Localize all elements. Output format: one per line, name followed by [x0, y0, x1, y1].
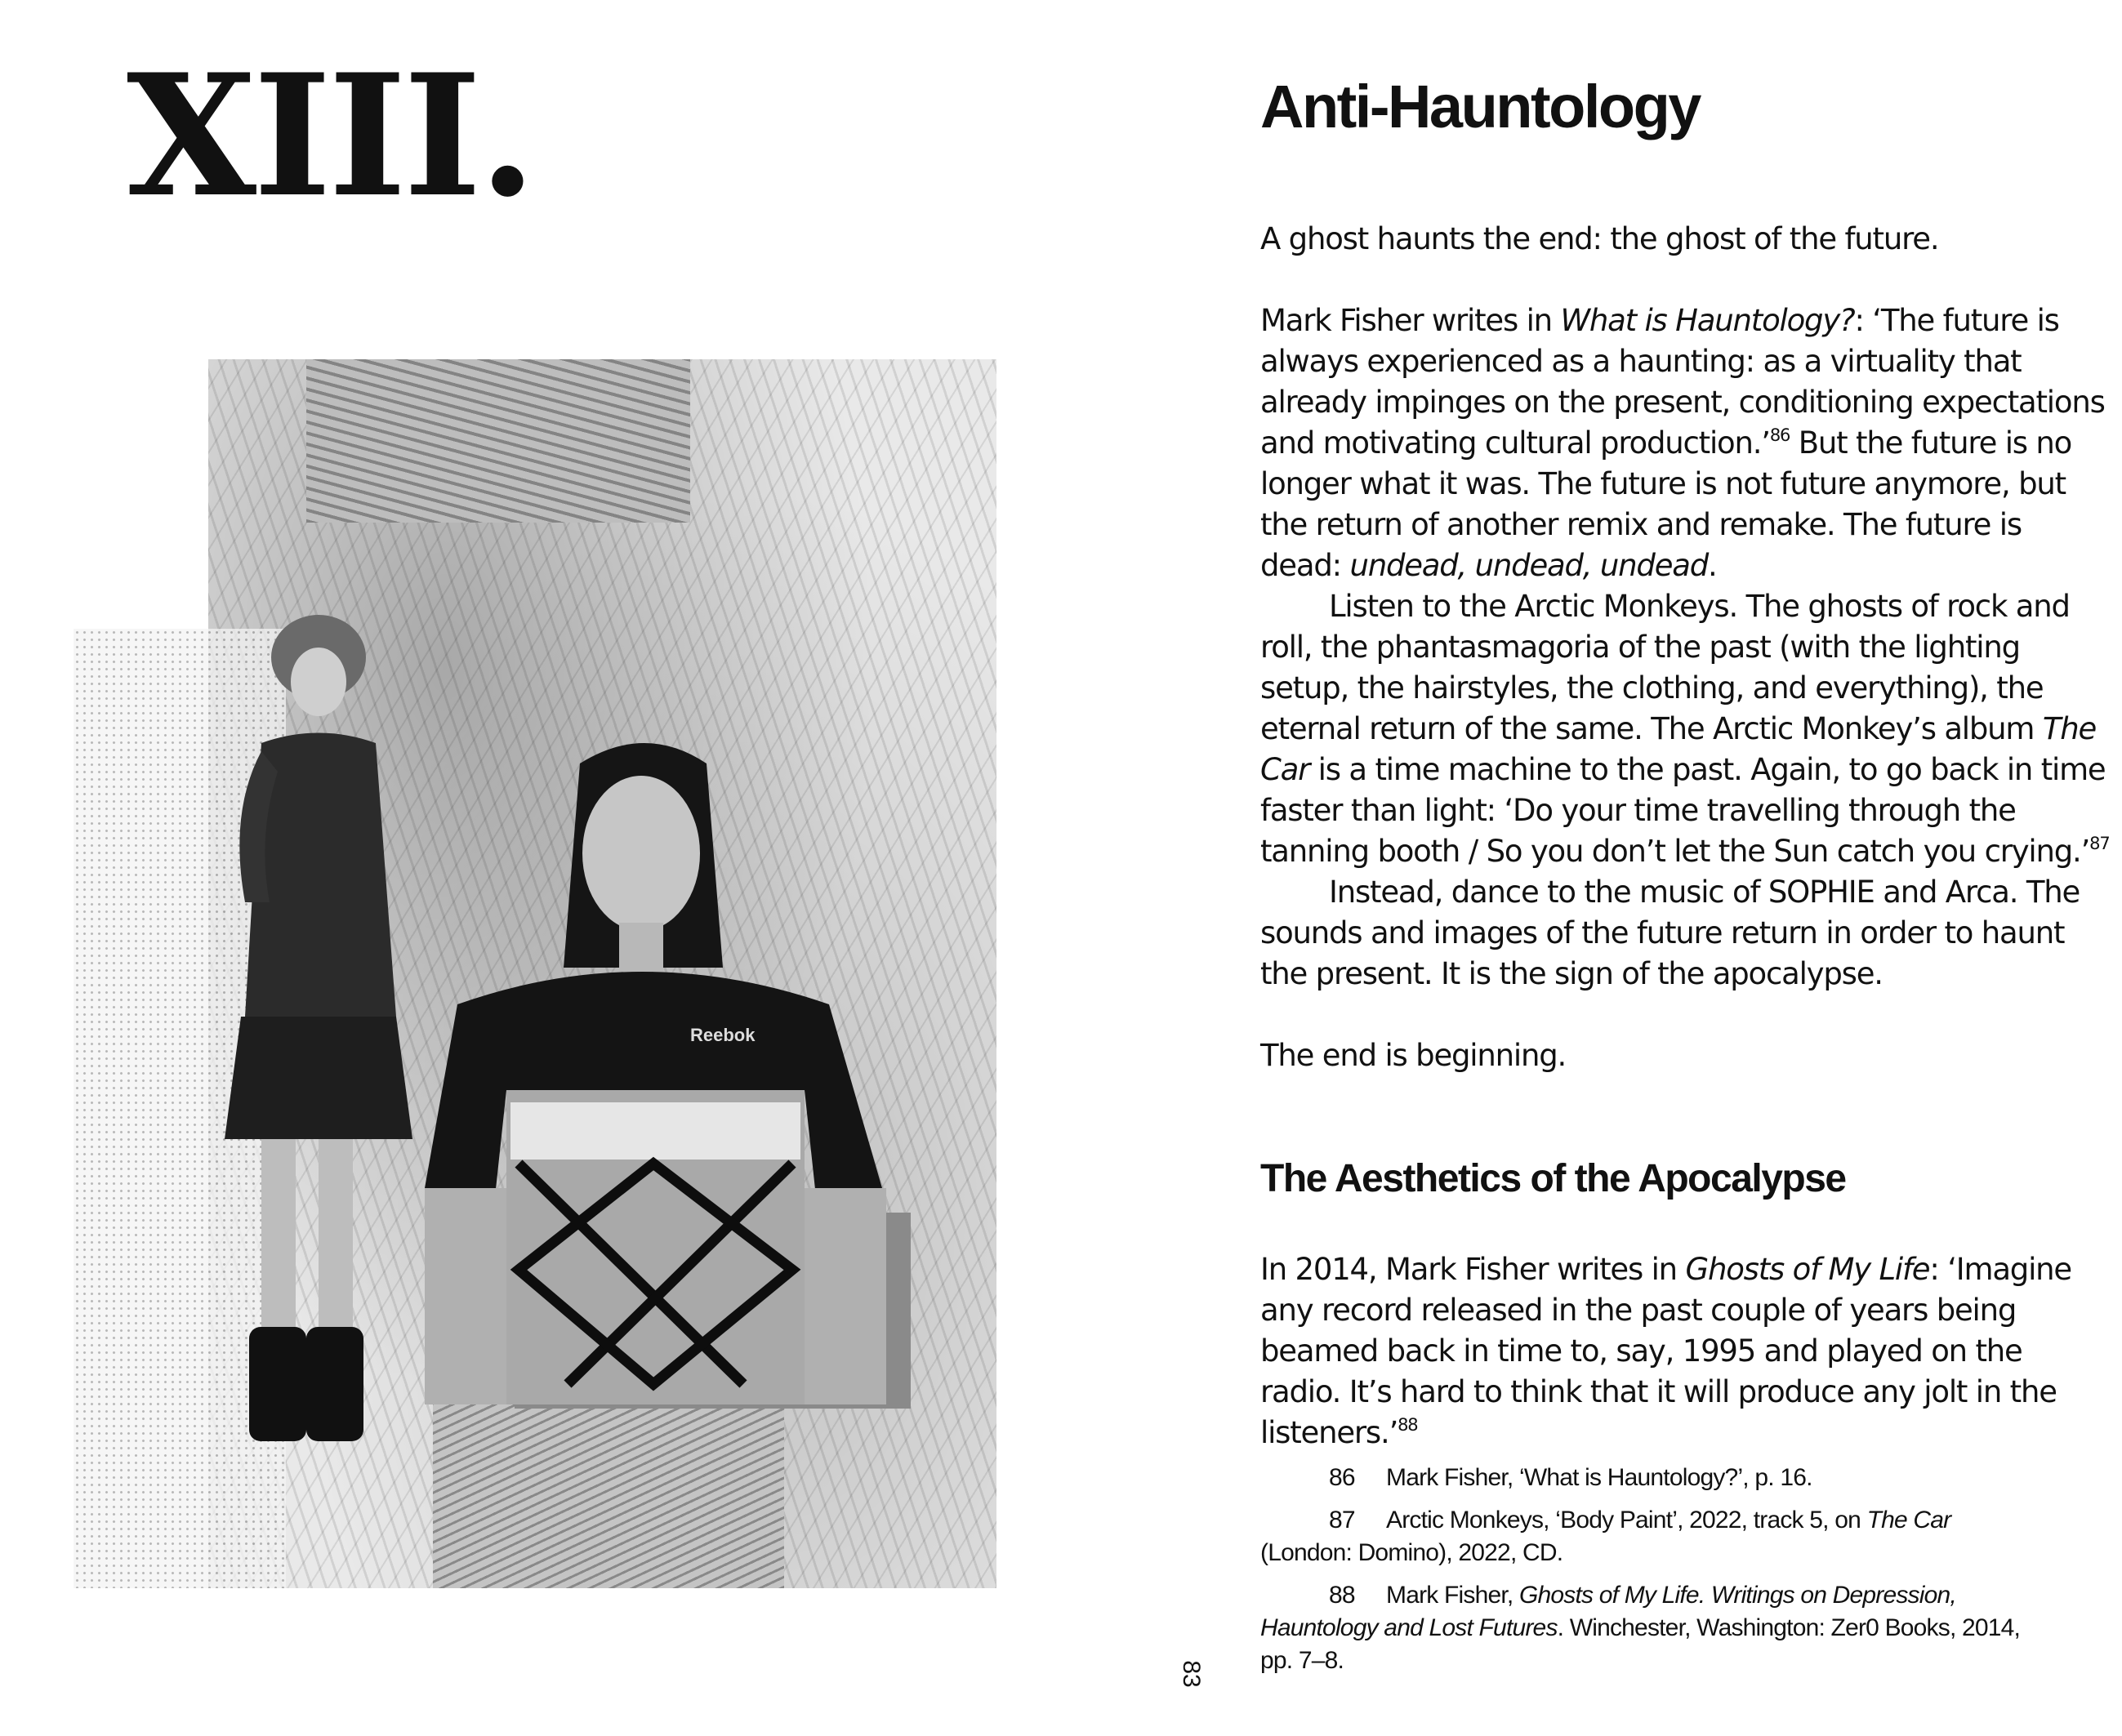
book-title-ghosts: Ghosts of My Life: [1685, 1252, 1930, 1287]
footnote-ref-87[interactable]: 87: [2089, 834, 2110, 853]
shirt-logo-text: Reebok: [690, 1025, 756, 1045]
footnote-88: 88 Mark Fisher, Ghosts of My Life. Writings on Depression, Hauntology and Lost Futures. Winchester, Washington: Zer0 Books, 2014, pp. 7–8.: [1260, 1582, 2021, 1674]
paragraph-end-beginning: The end is beginning.: [1260, 1038, 1567, 1073]
right-page: [1188, 0, 2122, 1736]
chapter-number: XIII.: [127, 38, 534, 234]
paragraph-ghosts-of-my-life: In 2014, Mark Fisher writes in Ghosts of My Life: ‘Imagine any record released in the past couple of years being beamed back in time to, say, 1995 and played on the radio. It’s hard to think that it will produce any jolt in the listeners.’$^{88}$: [1260, 1252, 2071, 1450]
page-number: 83: [1178, 1660, 1205, 1688]
paragraph-hauntology: Mark Fisher writes in What is Hauntology?: ‘The future is always experienced as a haunting: as a virtuality that already impinges on the present, conditioning expectations and motivating cultural production.’$^{86}$ But the future is no longer what it was. The future is not future anymore, but the return of another remix and remake. The future is dead: undead, undead, undead.: [1260, 303, 2105, 583]
collage-image: [74, 359, 996, 1588]
section-body: [1260, 1249, 2110, 1453]
figure-right-person: [408, 731, 915, 1404]
intro-text: A ghost haunts the end: the ghost of the future.: [1260, 221, 1939, 256]
undead-emphasis: undead, undead, undead: [1349, 548, 1709, 583]
body-text-block: [1260, 300, 2110, 1076]
chapter-title: Anti-Hauntology: [1260, 73, 1700, 140]
figure-left-person: [212, 608, 425, 1449]
footnote-87: 87 Arctic Monkeys, ‘Body Paint’, 2022, track 5, on The Car (London: Domino), 2022, CD.: [1260, 1507, 1951, 1566]
footnote-86: 86 Mark Fisher, ‘What is Hauntology?’, p. 16.: [1329, 1464, 1812, 1491]
intro-paragraph: [1260, 219, 2110, 260]
album-title: The Car: [1260, 711, 2097, 787]
section-title: The Aesthetics of the Apocalypse: [1260, 1157, 1846, 1200]
top-texture-strip: [306, 359, 690, 523]
book-title: What is Hauntology?: [1560, 303, 1855, 338]
bottom-texture-strip: [433, 1404, 784, 1588]
footnotes: [1260, 1462, 2044, 1687]
paragraph-sophie-arca: Instead, dance to the music of SOPHIE and Arca. The sounds and images of the future return in order to haunt the present. It is the sign of the apocalypse.: [1260, 875, 2080, 991]
paragraph-arctic-monkeys: Listen to the Arctic Monkeys. The ghosts of rock and roll, the phantasmagoria of the past (with the lighting setup, the hairstyles, the clothing, and everything), the eternal return of the same. The Arctic Monkey’s album The Car is a time machine to the past. Again, to go back in time faster than light: ‘Do your time travelling through the tanning booth / So you don’t let the Sun catch you crying.’$^{87}$: [1260, 589, 2110, 869]
footnote-ref-86[interactable]: 86: [1769, 425, 1790, 445]
footnote-ref-88[interactable]: 88: [1398, 1415, 1418, 1435]
